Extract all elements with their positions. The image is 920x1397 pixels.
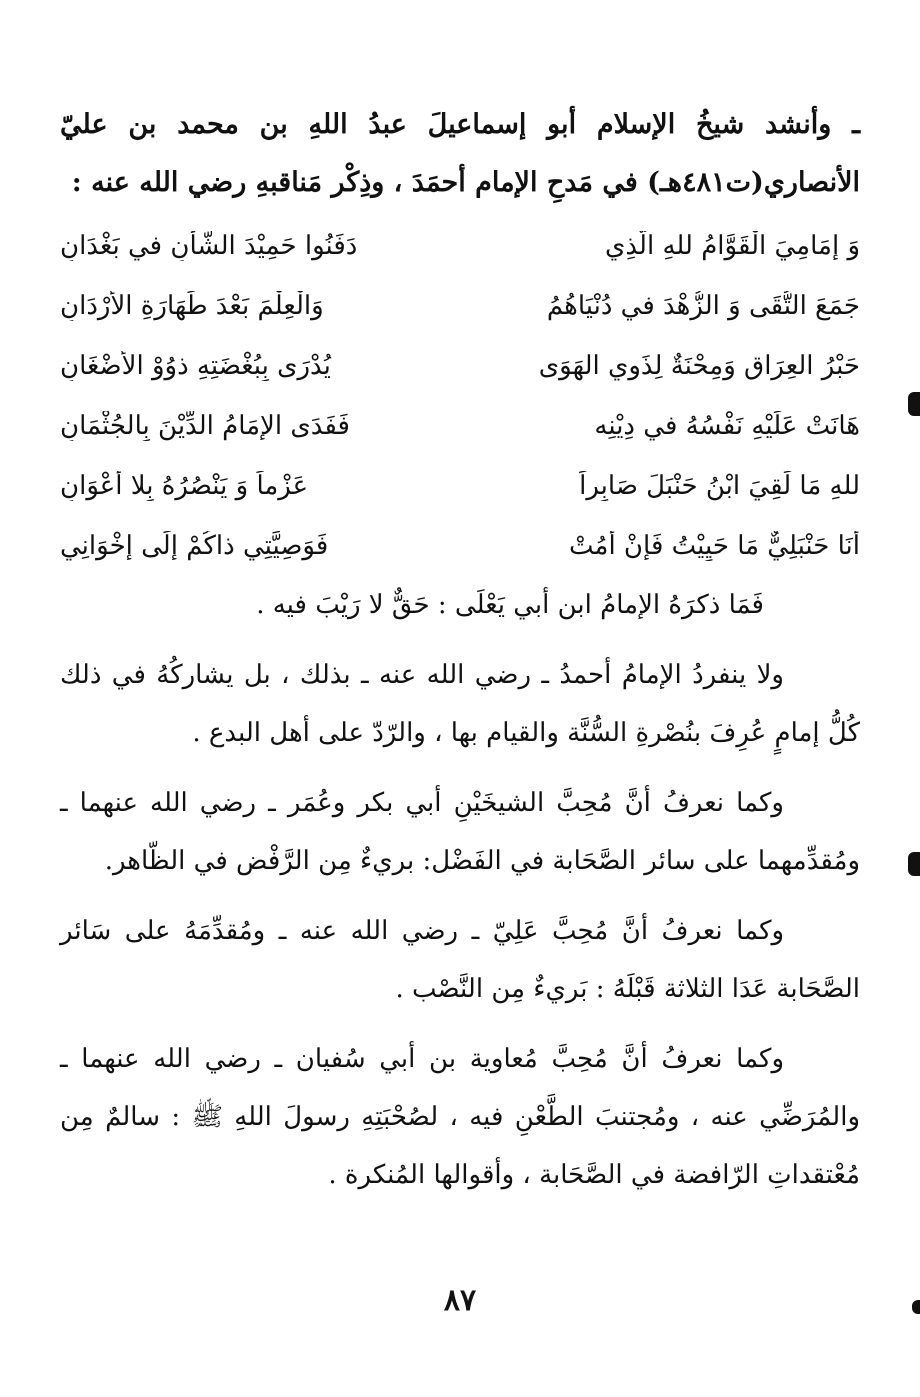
verse-first-hemistich: للهِ مَا لَقِيَ ابْنُ حَنْبَلَ صَابِراً	[579, 471, 860, 501]
verse-first-hemistich: حَبْرُ العِرَاقِ وَمِحْنَةٌ لِذَوِي الهَوَى	[538, 351, 860, 381]
scan-edge-mark	[908, 852, 920, 876]
verse-second-hemistich: وَالْعِلْمَ بَعْدَ طَهَارَةِ الأَرْدَانِ	[60, 291, 324, 321]
body-paragraph: وكما نعرفُ أنَّ مُحِبَّ الشيخَيْنِ أبي بكر وعُمَر ـ رضي الله عنهما ـ ومُقدِّمهما على سائر الصَّحَابة في الفَضْل: بريءٌ مِن الرَّفْض في الظّاهر.	[60, 788, 860, 876]
verse-first-hemistich: أَنَا حَنْبَلِيٌّ مَا حَيِيْتُ فَإنْ أَمُتْ	[568, 531, 860, 561]
verse-first-hemistich: هَانَتْ عَلَيْهِ نَفْسُهُ في دِيْنِه	[594, 411, 860, 441]
page-body	[60, 96, 860, 1204]
verse-second-hemistich: فَوَصِيَّتِي ذاكُمْ إلَى إخْوَانِي	[60, 531, 329, 561]
poem-verse	[60, 456, 860, 516]
verse-second-hemistich: عَزْماً وَ يَنْصُرُهُ بِلا أعْوَانِ	[60, 471, 309, 501]
verse-second-hemistich: دَفَنُوا حَمِيْدَ الشَّأنِ في بَغْدَانِ	[60, 231, 358, 261]
body-paragraph: وكما نعرفُ أنَّ مُحِبَّ مُعاوية بن أبي سُفيان ـ رضي الله عنهما ـ والمُرَضِّي عنه ، ومُجتنبَ الطَّعْنِ فيه ، لصُحْبَتِهِ رسولَ اللهِ ﷺ : سالمٌ مِن مُعْتقداتِ الرّافضة في الصَّحَابة ، وأقوالها المُنكرة .	[60, 1044, 860, 1190]
page-number: ٨٧	[443, 1283, 477, 1318]
poem-verse	[60, 276, 860, 336]
verse-second-hemistich: يُدْرَى بِبُغْضَتِهِ ذوُوْ الأضْغَانِ	[60, 351, 331, 381]
body-paragraph: ولا ينفردُ الإمامُ أحمدُ ـ رضي الله عنه ـ بذلك ، بل يشاركُهُ في ذلك كُلُّ إمامٍ عُرِفَ بنُصْرةِ السُّنَّة والقيام بها ، والرّدّ على أهل البدع .	[60, 660, 860, 748]
body-paragraph: وكما نعرفُ أنَّ مُحِبَّ عَلِيّ ـ رضي الله عنه ـ ومُقدِّمَهُ على سَائر الصَّحَابة عَدَا الثلاثة قَبْلَهُ : بَريءٌ مِن النَّصْب .	[60, 916, 860, 1004]
poem-verse	[60, 216, 860, 276]
poem-verdict: فَمَا ذكرَهُ الإمامُ ابن أبي يَعْلَى : حَقٌّ لا رَيْبَ فيه .	[256, 590, 764, 620]
verse-second-hemistich: فَفَدَى الإمَامُ الدِّيْنَ بِالجُثْمَانِ	[60, 411, 350, 441]
poem-verse	[60, 516, 860, 576]
scan-edge-mark	[908, 392, 920, 416]
intro-paragraph: ـ وأنشد شيخُ الإسلام أبو إسماعيلَ عبدُ اللهِ بن محمد بن عليّ الأنصاري(ت٤٨١هـ) في مَدحِ الإمام أحمَدَ ، وذِكْر مَناقبهِ رضي الله عنه :	[60, 109, 860, 198]
verse-first-hemistich: جَمَعَ التُّقَى وَ الزُّهْدَ في دُنْيَاهُمُ	[546, 291, 860, 321]
verse-first-hemistich: وَ إمَامِيَ الْقَوَّامُ للهِ الَّذِي	[605, 231, 860, 261]
poem	[60, 216, 860, 576]
poem-verse	[60, 396, 860, 456]
scan-edge-mark	[912, 1300, 920, 1314]
poem-verse	[60, 336, 860, 396]
